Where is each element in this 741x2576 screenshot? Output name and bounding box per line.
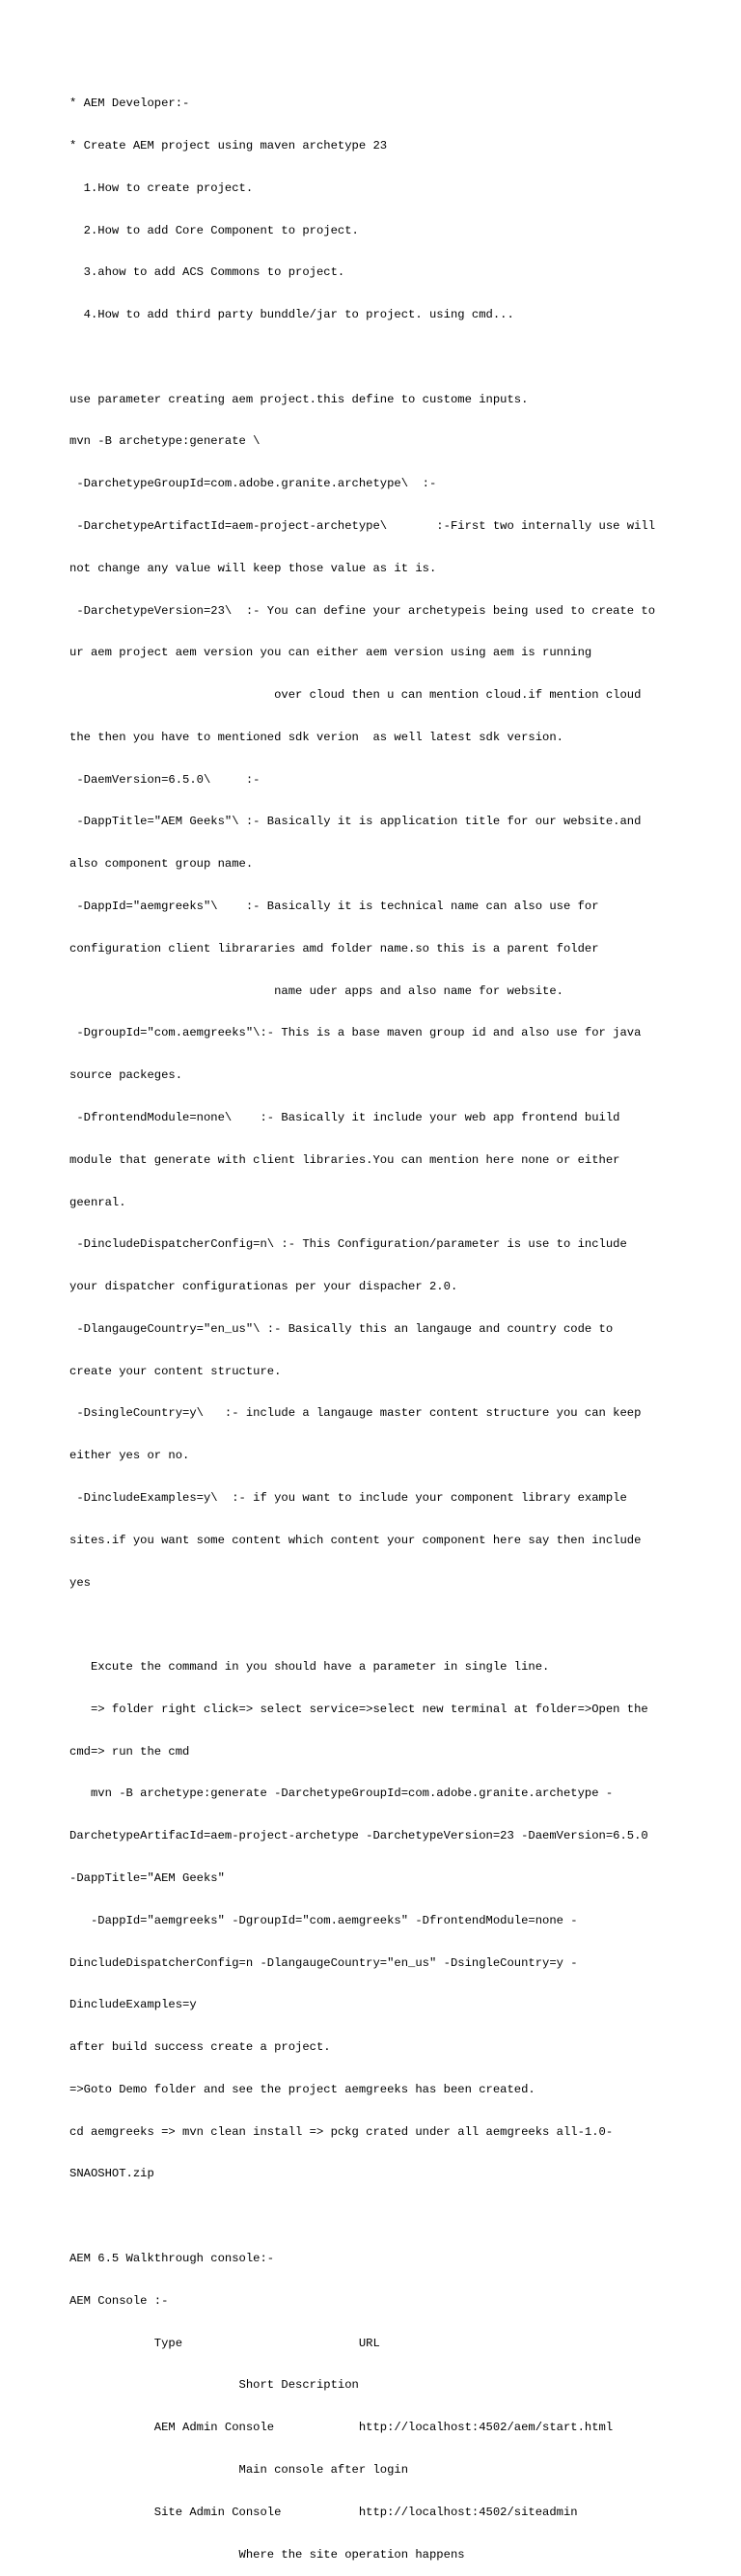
text-line: -DarchetypeArtifactId=aem-project-archetype\ :-First two internally use will (69, 519, 656, 533)
text-line: mvn -B archetype:generate \ (69, 434, 261, 449)
text-line: configuration client librararies amd folder name.so this is a parent folder (69, 941, 599, 956)
text-line: -DarchetypeVersion=23\ :- You can define your archetypeis being used to create to (69, 603, 656, 618)
text-line: source packeges. (69, 1068, 183, 1083)
text-line: Main console after login (69, 2462, 409, 2477)
text-line: name uder apps and also name for website. (69, 983, 563, 998)
text-line: 3.ahow to add ACS Commons to project. (69, 265, 345, 280)
text-line: * AEM Developer:- (69, 97, 190, 111)
text-line: either yes or no. (69, 1449, 190, 1463)
blank-line (69, 1618, 687, 1632)
text-line: -DappTitle="AEM Geeks" (69, 1871, 225, 1885)
text-line: 4.How to add third party bunddle/jar to project. using cmd... (69, 308, 514, 322)
text-line: Short Description (69, 2378, 359, 2393)
text-line: =>Goto Demo folder and see the project aemgreeks has been created. (69, 2082, 535, 2096)
text-line: -DsingleCountry=y\ :- include a langauge master content structure you can keep (69, 1406, 642, 1421)
text-line: DincludeDispatcherConfig=n -DlangaugeCountry="en_us" -DsingleCountry=y - (69, 1955, 578, 1970)
text-line: -DlangaugeCountry="en_us"\ :- Basically this an langauge and country code to (69, 1321, 614, 1336)
text-line: ur aem project aem version you can either aem version using aem is running (69, 646, 592, 660)
text-line: AEM 6.5 Walkthrough console:- (69, 2252, 275, 2266)
text-line: AEM Console :- (69, 2293, 169, 2308)
text-line: -DincludeDispatcherConfig=n\ :- This Configuration/parameter is use to include (69, 1237, 627, 1252)
text-line: * Create AEM project using maven archetype 23 (69, 138, 388, 152)
text-line: yes (69, 1575, 91, 1590)
blank-line (69, 2209, 687, 2224)
text-line: cd aemgreeks => mvn clean install => pckg crated under all aemgreeks all-1.0- (69, 2124, 614, 2139)
text-line: mvn -B archetype:generate -DarchetypeGroupId=com.adobe.granite.archetype - (69, 1787, 614, 1801)
text-line: the then you have to mentioned sdk verion as well latest sdk version. (69, 730, 563, 744)
blank-line (69, 350, 687, 365)
text-line: Where the site operation happens (69, 2547, 465, 2562)
text-line: Excute the command in you should have a parameter in single line. (69, 1660, 550, 1675)
text-line: 2.How to add Core Component to project. (69, 223, 359, 237)
text-line: use parameter creating aem project.this define to custome inputs. (69, 392, 529, 406)
text-line: DincludeExamples=y (69, 1998, 197, 2012)
text-line: also component group name. (69, 857, 254, 872)
text-line: 1.How to create project. (69, 180, 254, 195)
text-line: AEM Admin Console http://localhost:4502/aem/start.html (69, 2421, 614, 2435)
text-line: cmd=> run the cmd (69, 1744, 190, 1759)
text-line: -DappTitle="AEM Geeks"\ :- Basically it is application title for our website.and (69, 815, 642, 829)
text-line: SNAOSHOT.zip (69, 2167, 154, 2181)
text-line: Site Admin Console http://localhost:4502/siteadmin (69, 2505, 578, 2519)
text-line: => folder right click=> select service=>select new terminal at folder=>Open the (69, 1702, 648, 1716)
text-line: create your content structure. (69, 1364, 282, 1378)
text-line: -DgroupId="com.aemgreeks"\:- This is a base maven group id and also use for java (69, 1026, 642, 1040)
text-line: -DappId="aemgreeks"\ :- Basically it is technical name can also use for (69, 900, 599, 914)
text-line: after build success create a project. (69, 2040, 331, 2055)
text-line: -DfrontendModule=none\ :- Basically it include your web app frontend build (69, 1110, 620, 1124)
text-line: -DaemVersion=6.5.0\ :- (69, 772, 261, 787)
text-line: Type URL (69, 2336, 380, 2350)
text-line: sites.if you want some content which content your component here say then include (69, 1533, 642, 1547)
text-line: module that generate with client libraries.You can mention here none or either (69, 1152, 620, 1167)
text-line: DarchetypeArtifacId=aem-project-archetype -DarchetypeVersion=23 -DaemVersion=6.5.0 (69, 1829, 648, 1843)
text-line: over cloud then u can mention cloud.if mention cloud (69, 688, 642, 703)
text-line: geenral. (69, 1195, 126, 1209)
text-line: -DincludeExamples=y\ :- if you want to include your component library example (69, 1490, 627, 1505)
text-line: -DappId="aemgreeks" -DgroupId="com.aemgreeks" -DfrontendModule=none - (69, 1913, 578, 1927)
document-body (69, 69, 687, 2576)
text-line: not change any value will keep those value as it is. (69, 561, 437, 575)
text-line: your dispatcher configurationas per your dispacher 2.0. (69, 1280, 458, 1294)
text-line: -DarchetypeGroupId=com.adobe.granite.archetype\ :- (69, 477, 437, 491)
